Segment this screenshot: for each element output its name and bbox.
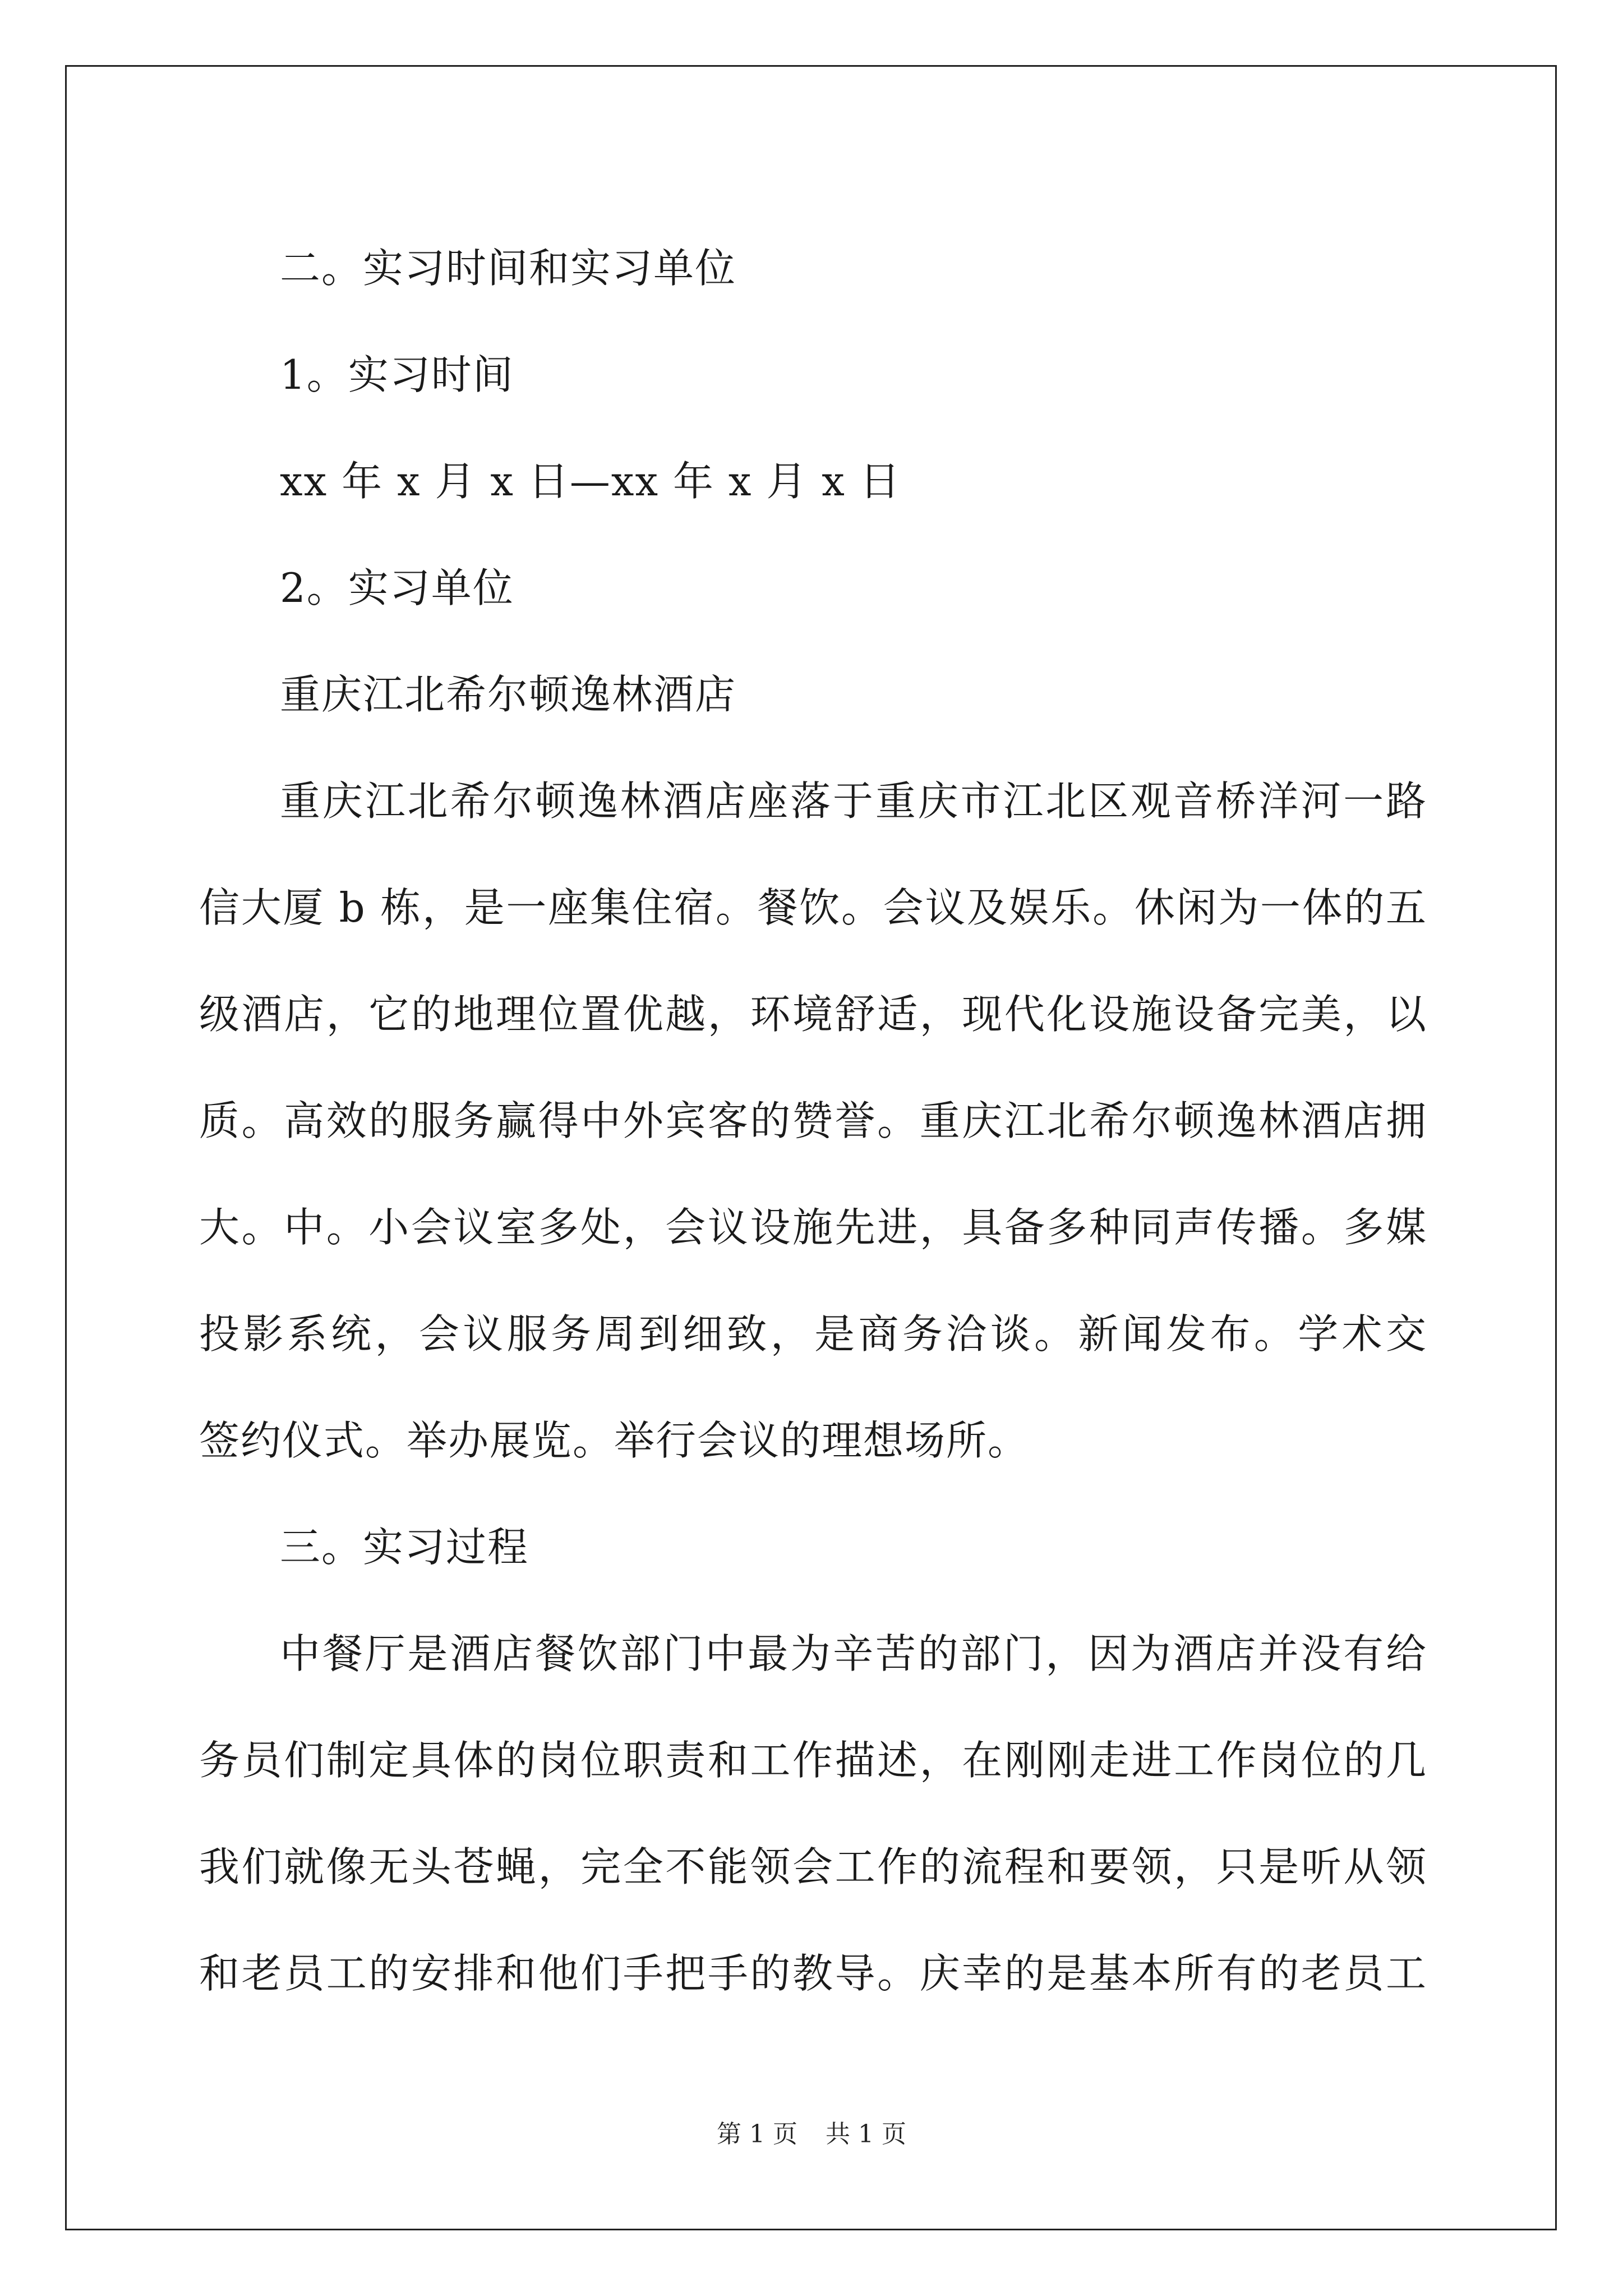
page-number: 第 1 页 bbox=[717, 2120, 797, 2148]
paragraph-line: 签约仪式。举办展览。举行会议的理想场所。 bbox=[199, 1417, 1030, 1464]
page-footer bbox=[0, 2118, 1623, 2151]
paragraph-line: 和老员工的安排和他们手把手的教导。庆幸的是基本所有的老员工 bbox=[199, 1950, 1427, 1997]
document-body bbox=[199, 215, 1427, 2027]
paragraph-line: 务员们制定具体的岗位职责和工作描述，在刚刚走进工作岗位的几 bbox=[199, 1737, 1427, 1784]
section-heading: 三。实习过程 bbox=[280, 1524, 529, 1571]
subsection-heading: 1。实习时间 bbox=[280, 351, 514, 398]
date-range: xx 年 x 月 x 日—xx 年 x 月 x 日 bbox=[280, 458, 901, 505]
paragraph-line: 中餐厅是酒店餐饮部门中最为辛苦的部门，因为酒店并没有给 bbox=[280, 1630, 1427, 1677]
page-total: 共 1 页 bbox=[826, 2120, 906, 2148]
section-heading: 二。实习时间和实习单位 bbox=[280, 245, 737, 292]
paragraph-line: 投影系统，会议服务周到细致，是商务洽谈。新闻发布。学术交 bbox=[199, 1310, 1427, 1358]
paragraph-line: 大。中。小会议室多处，会议设施先进，具备多种同声传播。多媒 bbox=[199, 1204, 1427, 1251]
paragraph-line: 重庆江北希尔顿逸林酒店座落于重庆市江北区观音桥洋河一路 bbox=[280, 777, 1427, 825]
paragraph-line: 我们就像无头苍蝇，完全不能领会工作的流程和要领，只是听从领 bbox=[199, 1843, 1427, 1890]
paragraph-line: 信大厦 b 栋，是一座集住宿。餐饮。会议及娱乐。休闲为一体的五 bbox=[199, 884, 1427, 931]
subsection-heading: 2。实习单位 bbox=[280, 564, 514, 611]
paragraph-line: 质。高效的服务赢得中外宾客的赞誉。重庆江北希尔顿逸林酒店拥 bbox=[199, 1097, 1427, 1144]
paragraph-line: 级酒店，它的地理位置优越，环境舒适，现代化设施设备完美，以 bbox=[199, 991, 1427, 1038]
company-name: 重庆江北希尔顿逸林酒店 bbox=[280, 671, 737, 718]
